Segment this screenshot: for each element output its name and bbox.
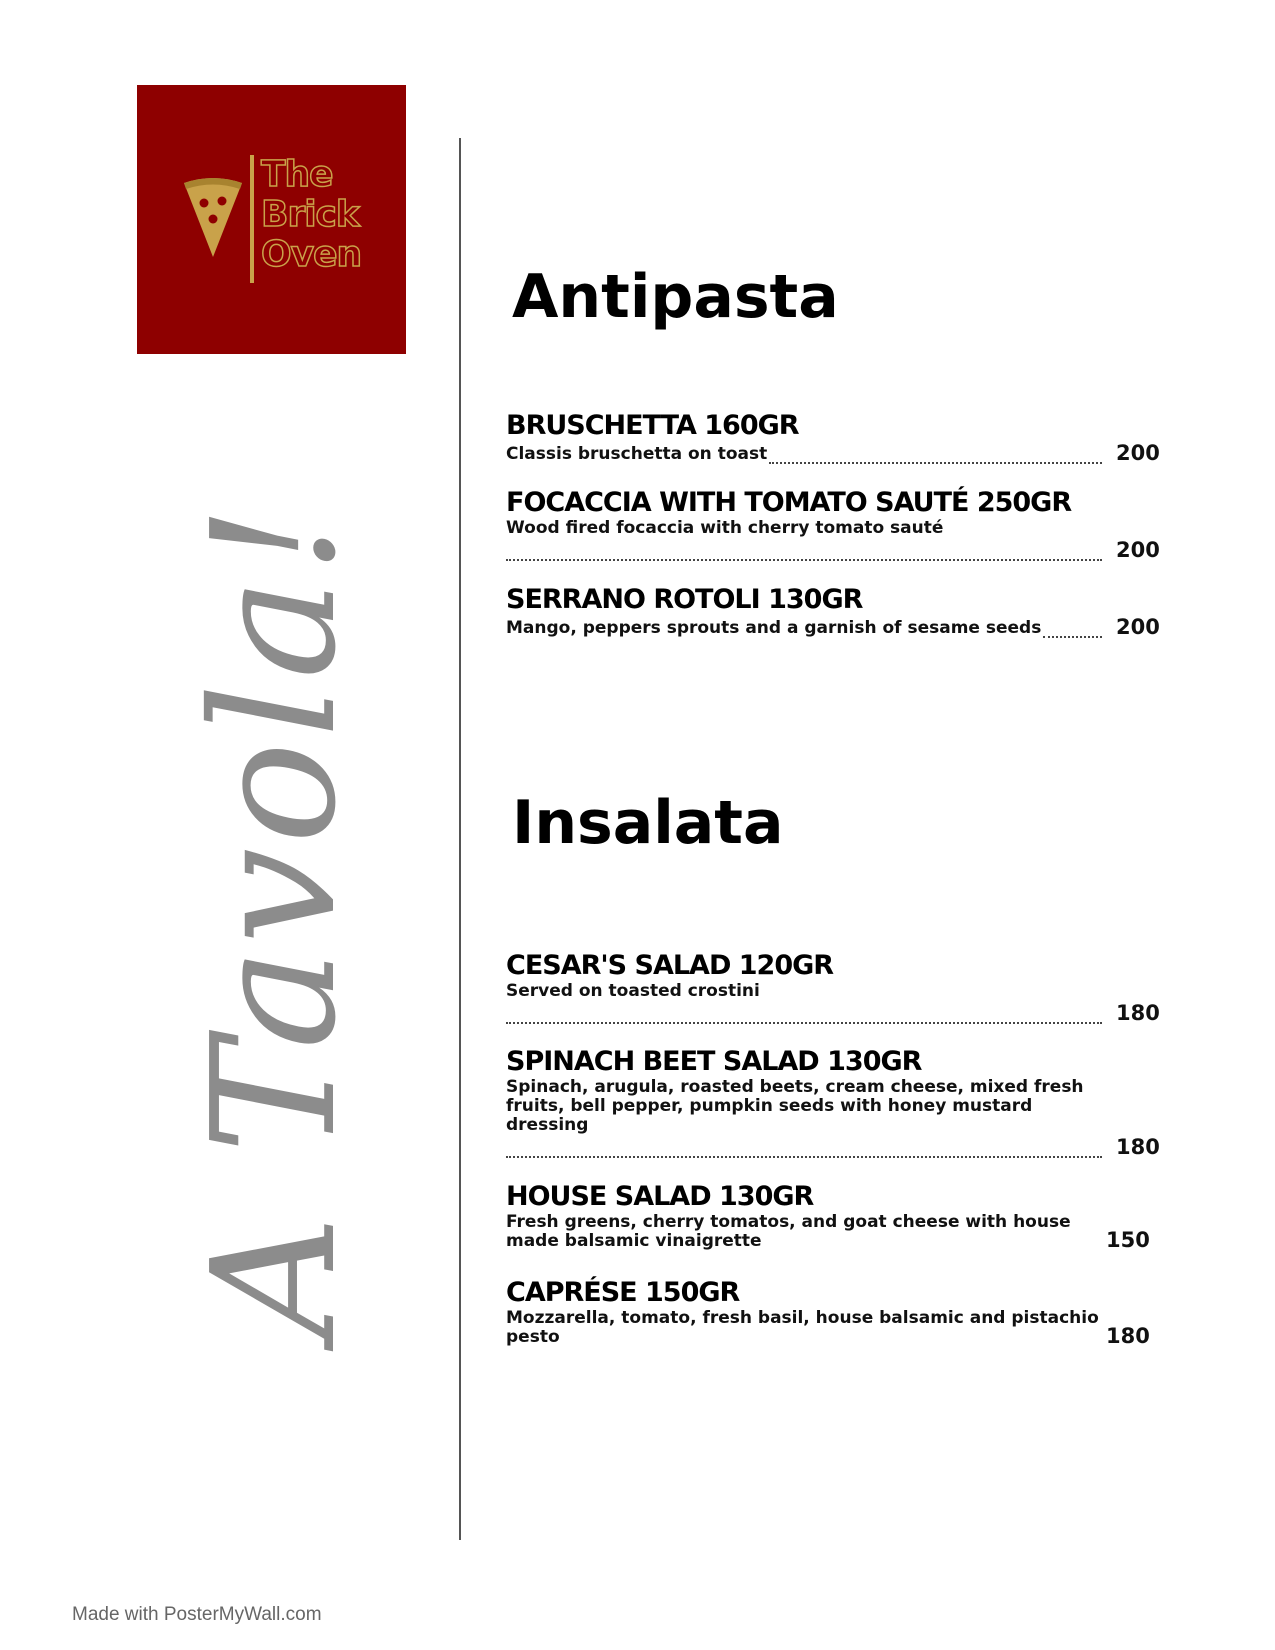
dot-leader xyxy=(506,547,1102,561)
dot-leader xyxy=(1043,622,1102,638)
item-price: 200 xyxy=(1116,538,1160,562)
dot-leader xyxy=(506,1010,1102,1024)
footer-credit: Made with PosterMyWall.com xyxy=(72,1604,322,1625)
pizza-slice-icon xyxy=(182,177,244,259)
item-name: CAPRÉSE 150GR xyxy=(506,1277,740,1308)
item-name: FOCACCIA WITH TOMATO SAUTÉ 250GR xyxy=(506,487,1072,518)
item-price: 180 xyxy=(1106,1324,1150,1348)
item-description: Spinach, arugula, roasted beets, cream cheese, mixed fresh fruits, bell pepper, pumpkin seeds with honey mustard dressing xyxy=(506,1077,1084,1135)
logo-line: Oven xyxy=(261,234,362,275)
item-name: SPINACH BEET SALAD 130GR xyxy=(506,1046,922,1077)
menu-item xyxy=(506,487,1160,562)
logo-line: Brick xyxy=(261,194,359,235)
item-description: Classis bruschetta on toast xyxy=(506,444,768,464)
item-description: Fresh greens, cherry tomatos, and goat cheese with house made balsamic vinaigrette xyxy=(506,1212,1071,1251)
item-name: CESAR'S SALAD 120GR xyxy=(506,950,834,981)
dot-leader xyxy=(769,448,1102,464)
logo-line: The xyxy=(261,154,333,195)
menu-item xyxy=(506,1046,1160,1159)
menu-item xyxy=(506,410,1160,465)
item-price: 150 xyxy=(1106,1228,1150,1252)
item-name: BRUSCHETTA 160GR xyxy=(506,410,799,441)
logo-divider xyxy=(250,155,254,283)
section-title-insalata: Insalata xyxy=(512,788,784,858)
logo-wordmark xyxy=(261,155,361,275)
item-price: 200 xyxy=(1116,615,1160,639)
brand-logo xyxy=(137,85,406,354)
item-description: Mango, peppers sprouts and a garnish of sesame seeds xyxy=(506,618,1042,638)
item-name: SERRANO ROTOLI 130GR xyxy=(506,584,863,615)
item-price: 200 xyxy=(1116,441,1160,465)
item-price: 180 xyxy=(1116,1135,1160,1159)
vertical-divider xyxy=(459,138,461,1540)
item-price: 180 xyxy=(1116,1001,1160,1025)
menu-item xyxy=(506,1277,1156,1347)
menu-item xyxy=(506,584,1160,639)
section-title-antipasta: Antipasta xyxy=(512,262,839,332)
menu-item xyxy=(506,1181,1156,1251)
dot-leader xyxy=(506,1144,1102,1158)
menu-item xyxy=(506,950,1160,1025)
item-description: Wood fired focaccia with cherry tomato sauté xyxy=(506,518,944,538)
item-description: Mozzarella, tomato, fresh basil, house balsamic and pistachio pesto xyxy=(506,1308,1099,1347)
side-script-title: A Tavola! xyxy=(176,501,374,1339)
item-name: HOUSE SALAD 130GR xyxy=(506,1181,814,1212)
item-description: Served on toasted crostini xyxy=(506,981,760,1001)
